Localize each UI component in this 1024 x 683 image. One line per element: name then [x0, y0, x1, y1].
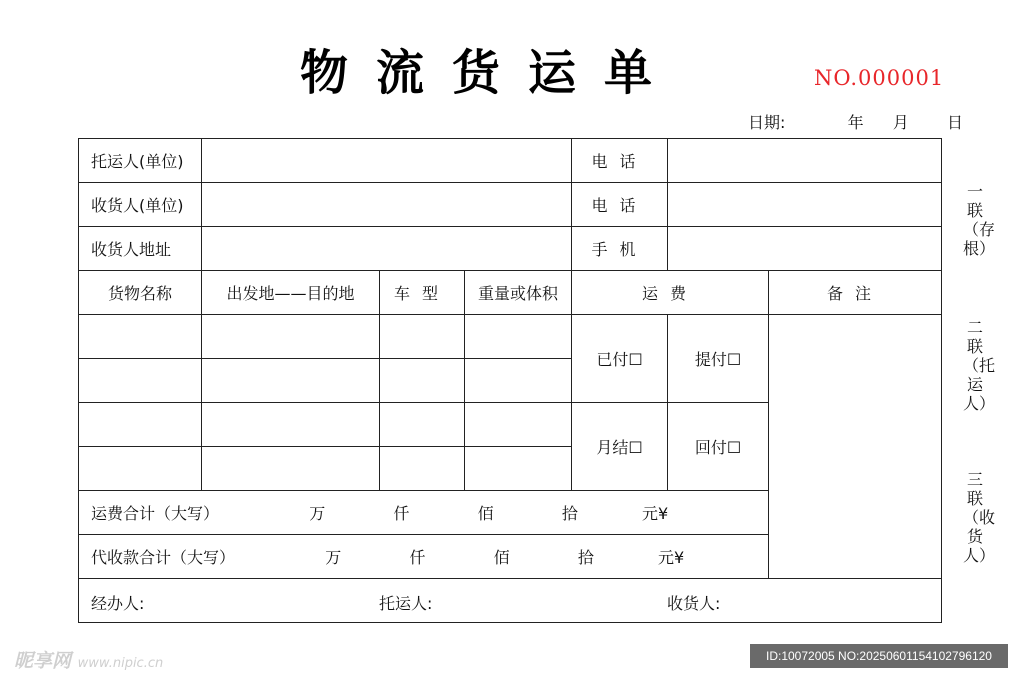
watermark-brand-text: 昵享网 [14, 650, 72, 672]
consignor-phone-field[interactable] [668, 139, 942, 183]
unit-shi: 拾 [577, 548, 594, 567]
side-copy-2: 二联（托运人） [963, 318, 996, 413]
monthly-option[interactable]: 月结☐ [572, 403, 668, 491]
mobile-label: 手机 [572, 227, 668, 271]
address-label: 收货人地址 [79, 227, 202, 271]
consignor-label: 托运人(单位) [79, 139, 202, 183]
date-line [748, 110, 963, 133]
consignee-sign-label[interactable]: 收货人: [667, 594, 721, 613]
goods-name-header: 货物名称 [79, 271, 202, 315]
remarks-header: 备注 [769, 271, 942, 315]
consignee-field[interactable] [202, 183, 572, 227]
vehicle-cell[interactable] [380, 447, 465, 491]
phone-label-1: 电话 [572, 139, 668, 183]
waybill-table [78, 138, 942, 623]
address-field[interactable] [202, 227, 572, 271]
consignor-sign-label[interactable]: 托运人: [379, 594, 433, 613]
goods-cell[interactable] [79, 359, 202, 403]
form-title: 物流货运单 [299, 45, 680, 101]
unit-shi: 拾 [561, 504, 578, 523]
mobile-field[interactable] [668, 227, 942, 271]
unit-wan: 万 [309, 504, 326, 523]
watermark-url: www.nipic.cn [77, 656, 164, 671]
freight-header: 运费 [572, 271, 769, 315]
consignee-label: 收货人(单位) [79, 183, 202, 227]
vehicle-cell[interactable] [380, 403, 465, 447]
side-copy-1: 一联（存根） [963, 182, 996, 258]
weight-cell[interactable] [465, 447, 572, 491]
consignor-field[interactable] [202, 139, 572, 183]
route-cell[interactable] [202, 403, 380, 447]
unit-wan: 万 [325, 548, 342, 567]
unit-yuan: 元¥ [642, 504, 669, 523]
vehicle-cell[interactable] [380, 359, 465, 403]
route-header: 出发地——目的地 [202, 271, 380, 315]
watermark-brand [14, 646, 163, 673]
phone-label-2: 电话 [572, 183, 668, 227]
watermark-id: ID:10072005 NO:20250601154102796120 [750, 644, 1008, 668]
pickup-pay-option[interactable]: 提付☐ [668, 315, 769, 403]
vehicle-cell[interactable] [380, 315, 465, 359]
unit-bai: 佰 [477, 504, 494, 523]
weight-volume-header: 重量或体积 [465, 271, 572, 315]
freight-total-row[interactable] [79, 491, 769, 535]
weight-cell[interactable] [465, 403, 572, 447]
route-cell[interactable] [202, 447, 380, 491]
collection-total-row[interactable] [79, 535, 769, 579]
vehicle-type-header: 车型 [380, 271, 465, 315]
route-cell[interactable] [202, 359, 380, 403]
date-month: 月 [892, 113, 909, 132]
route-cell[interactable] [202, 315, 380, 359]
unit-bai: 佰 [493, 548, 510, 567]
unit-qian: 仟 [393, 504, 410, 523]
date-year: 年 [847, 113, 864, 132]
side-copy-3: 三联（收货人） [963, 470, 996, 565]
return-pay-option[interactable]: 回付☐ [668, 403, 769, 491]
date-label: 日期: [748, 113, 786, 132]
goods-cell[interactable] [79, 447, 202, 491]
consignee-phone-field[interactable] [668, 183, 942, 227]
collection-total-label: 代收款合计（大写） [91, 548, 236, 567]
serial-number: NO.000001 [814, 66, 945, 90]
remarks-cell[interactable] [769, 315, 942, 579]
freight-total-label: 运费合计（大写） [91, 504, 220, 523]
signature-row [79, 579, 942, 623]
handler-label[interactable]: 经办人: [91, 594, 145, 613]
unit-qian: 仟 [409, 548, 426, 567]
paid-option[interactable]: 已付☐ [572, 315, 668, 403]
goods-cell[interactable] [79, 315, 202, 359]
unit-yuan: 元¥ [658, 548, 685, 567]
weight-cell[interactable] [465, 315, 572, 359]
date-day: 日 [947, 113, 964, 132]
weight-cell[interactable] [465, 359, 572, 403]
goods-cell[interactable] [79, 403, 202, 447]
